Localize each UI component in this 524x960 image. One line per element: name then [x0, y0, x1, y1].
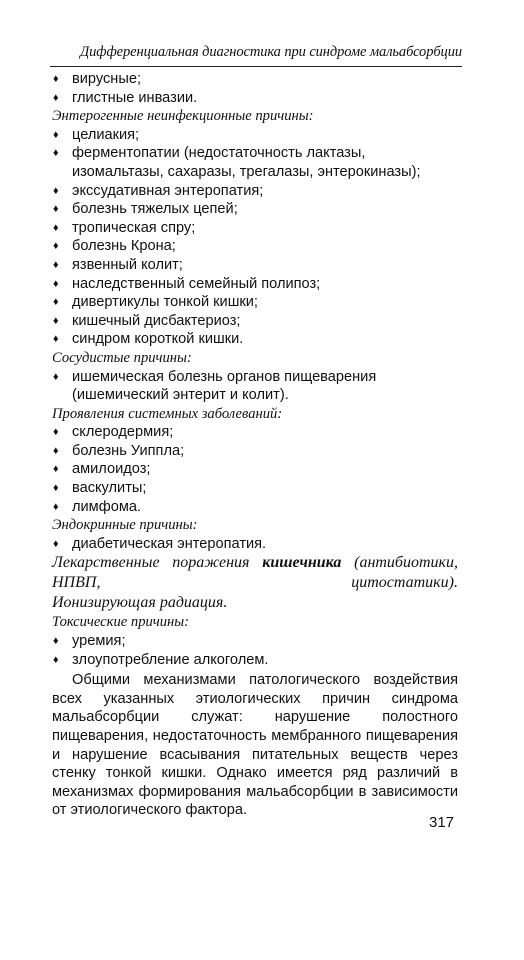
- page-number: 317: [429, 814, 455, 831]
- bullet-icon: ♦: [53, 653, 59, 666]
- list-item: ♦ ишемическая болезнь органов пищеварения (ишемический энтерит и колит).: [53, 368, 377, 404]
- bullet-icon: ♦: [53, 147, 59, 160]
- list-item: ♦ болезнь Уиппла;: [53, 442, 185, 459]
- bullet-icon: ♦: [53, 184, 59, 197]
- list-item: ♦ дивертикулы тонкой кишки;: [53, 294, 258, 311]
- bullet-icon: ♦: [53, 463, 59, 476]
- list-item: ♦ целиакия;: [53, 126, 140, 143]
- header-rule: [50, 66, 462, 67]
- list-item: ♦ ферментопатии (недостаточность лактазы, изомальтазы, сахаразы, трегалазы, энтерокиназы);: [53, 145, 421, 180]
- bullet-icon: ♦: [53, 444, 59, 457]
- bullet-icon: ♦: [53, 240, 59, 253]
- body-paragraph: Общими механизмами патологического воздействия всех указанных этиологических причин синдрома мальабсорбции служат: нарушение полостного пищеварения, недостаточность мембранного пищеварения и нарушение всасывания питательных веществ через стенку тонкой кишки. Однако имеется ряд различий в механизмах формирования мальабсорбции в зависимости от этиологического фактора.: [52, 672, 458, 819]
- list-item: ♦ васкулиты;: [53, 480, 147, 497]
- bullet-icon: ♦: [53, 635, 59, 648]
- bullet-icon: ♦: [53, 482, 59, 495]
- section-heading: Токсические причины:: [52, 614, 190, 631]
- section-heading: Лекарственные поражения кишечника (антибиотики, НПВП, цитостатики).: [52, 554, 459, 592]
- section-heading: Энтерогенные неинфекционные причины:: [52, 108, 314, 125]
- bullet-icon: ♦: [53, 91, 59, 104]
- section-heading: Ионизирующая радиация.: [52, 594, 228, 612]
- bullet-icon: ♦: [53, 258, 59, 271]
- section-heading: Сосудистые причины:: [52, 349, 192, 366]
- list-item: ♦ вирусные;: [53, 71, 142, 87]
- bullet-icon: ♦: [53, 333, 59, 346]
- list-item: ♦ лимфома.: [53, 498, 142, 515]
- list-item: ♦ болезнь тяжелых цепей;: [53, 201, 238, 218]
- page-content: [52, 70, 458, 820]
- bullet-icon: ♦: [53, 277, 59, 290]
- list-item: ♦ уремия;: [53, 633, 126, 650]
- running-header: Дифференциальная диагностика при синдроме мальабсорбции: [80, 44, 462, 60]
- list-item: ♦ диабетическая энтеропатия.: [53, 535, 267, 552]
- bullet-icon: ♦: [53, 426, 59, 439]
- bullet-icon: ♦: [53, 203, 59, 216]
- list-item: ♦ глистные инвазии.: [53, 89, 198, 106]
- list-item: ♦ тропическая спру;: [53, 219, 196, 236]
- list-item: ♦ синдром короткой кишки.: [53, 331, 244, 348]
- bullet-icon: ♦: [53, 73, 59, 85]
- section-heading: Проявления системных заболеваний:: [52, 405, 283, 422]
- list-item: ♦ наследственный семейный полипоз;: [53, 275, 321, 292]
- list-item: ♦ болезнь Крона;: [53, 238, 176, 255]
- bullet-icon: ♦: [53, 128, 59, 141]
- list-item: ♦ кишечный дисбактериоз;: [53, 312, 241, 329]
- bullet-icon: ♦: [53, 221, 59, 234]
- list-item: ♦ склеродермия;: [53, 424, 174, 441]
- list-item: ♦ экссудативная энтеропатия;: [53, 182, 264, 199]
- section-heading: Эндокринные причины:: [52, 517, 198, 534]
- list-item: ♦ злоупотребление алкоголем.: [53, 651, 269, 668]
- bullet-icon: ♦: [53, 370, 59, 383]
- bullet-icon: ♦: [53, 537, 59, 550]
- bullet-icon: ♦: [53, 314, 59, 327]
- bullet-icon: ♦: [53, 500, 59, 513]
- list-item: ♦ язвенный колит;: [53, 256, 183, 273]
- list-item: ♦ амилоидоз;: [53, 461, 151, 478]
- bullet-icon: ♦: [53, 296, 59, 309]
